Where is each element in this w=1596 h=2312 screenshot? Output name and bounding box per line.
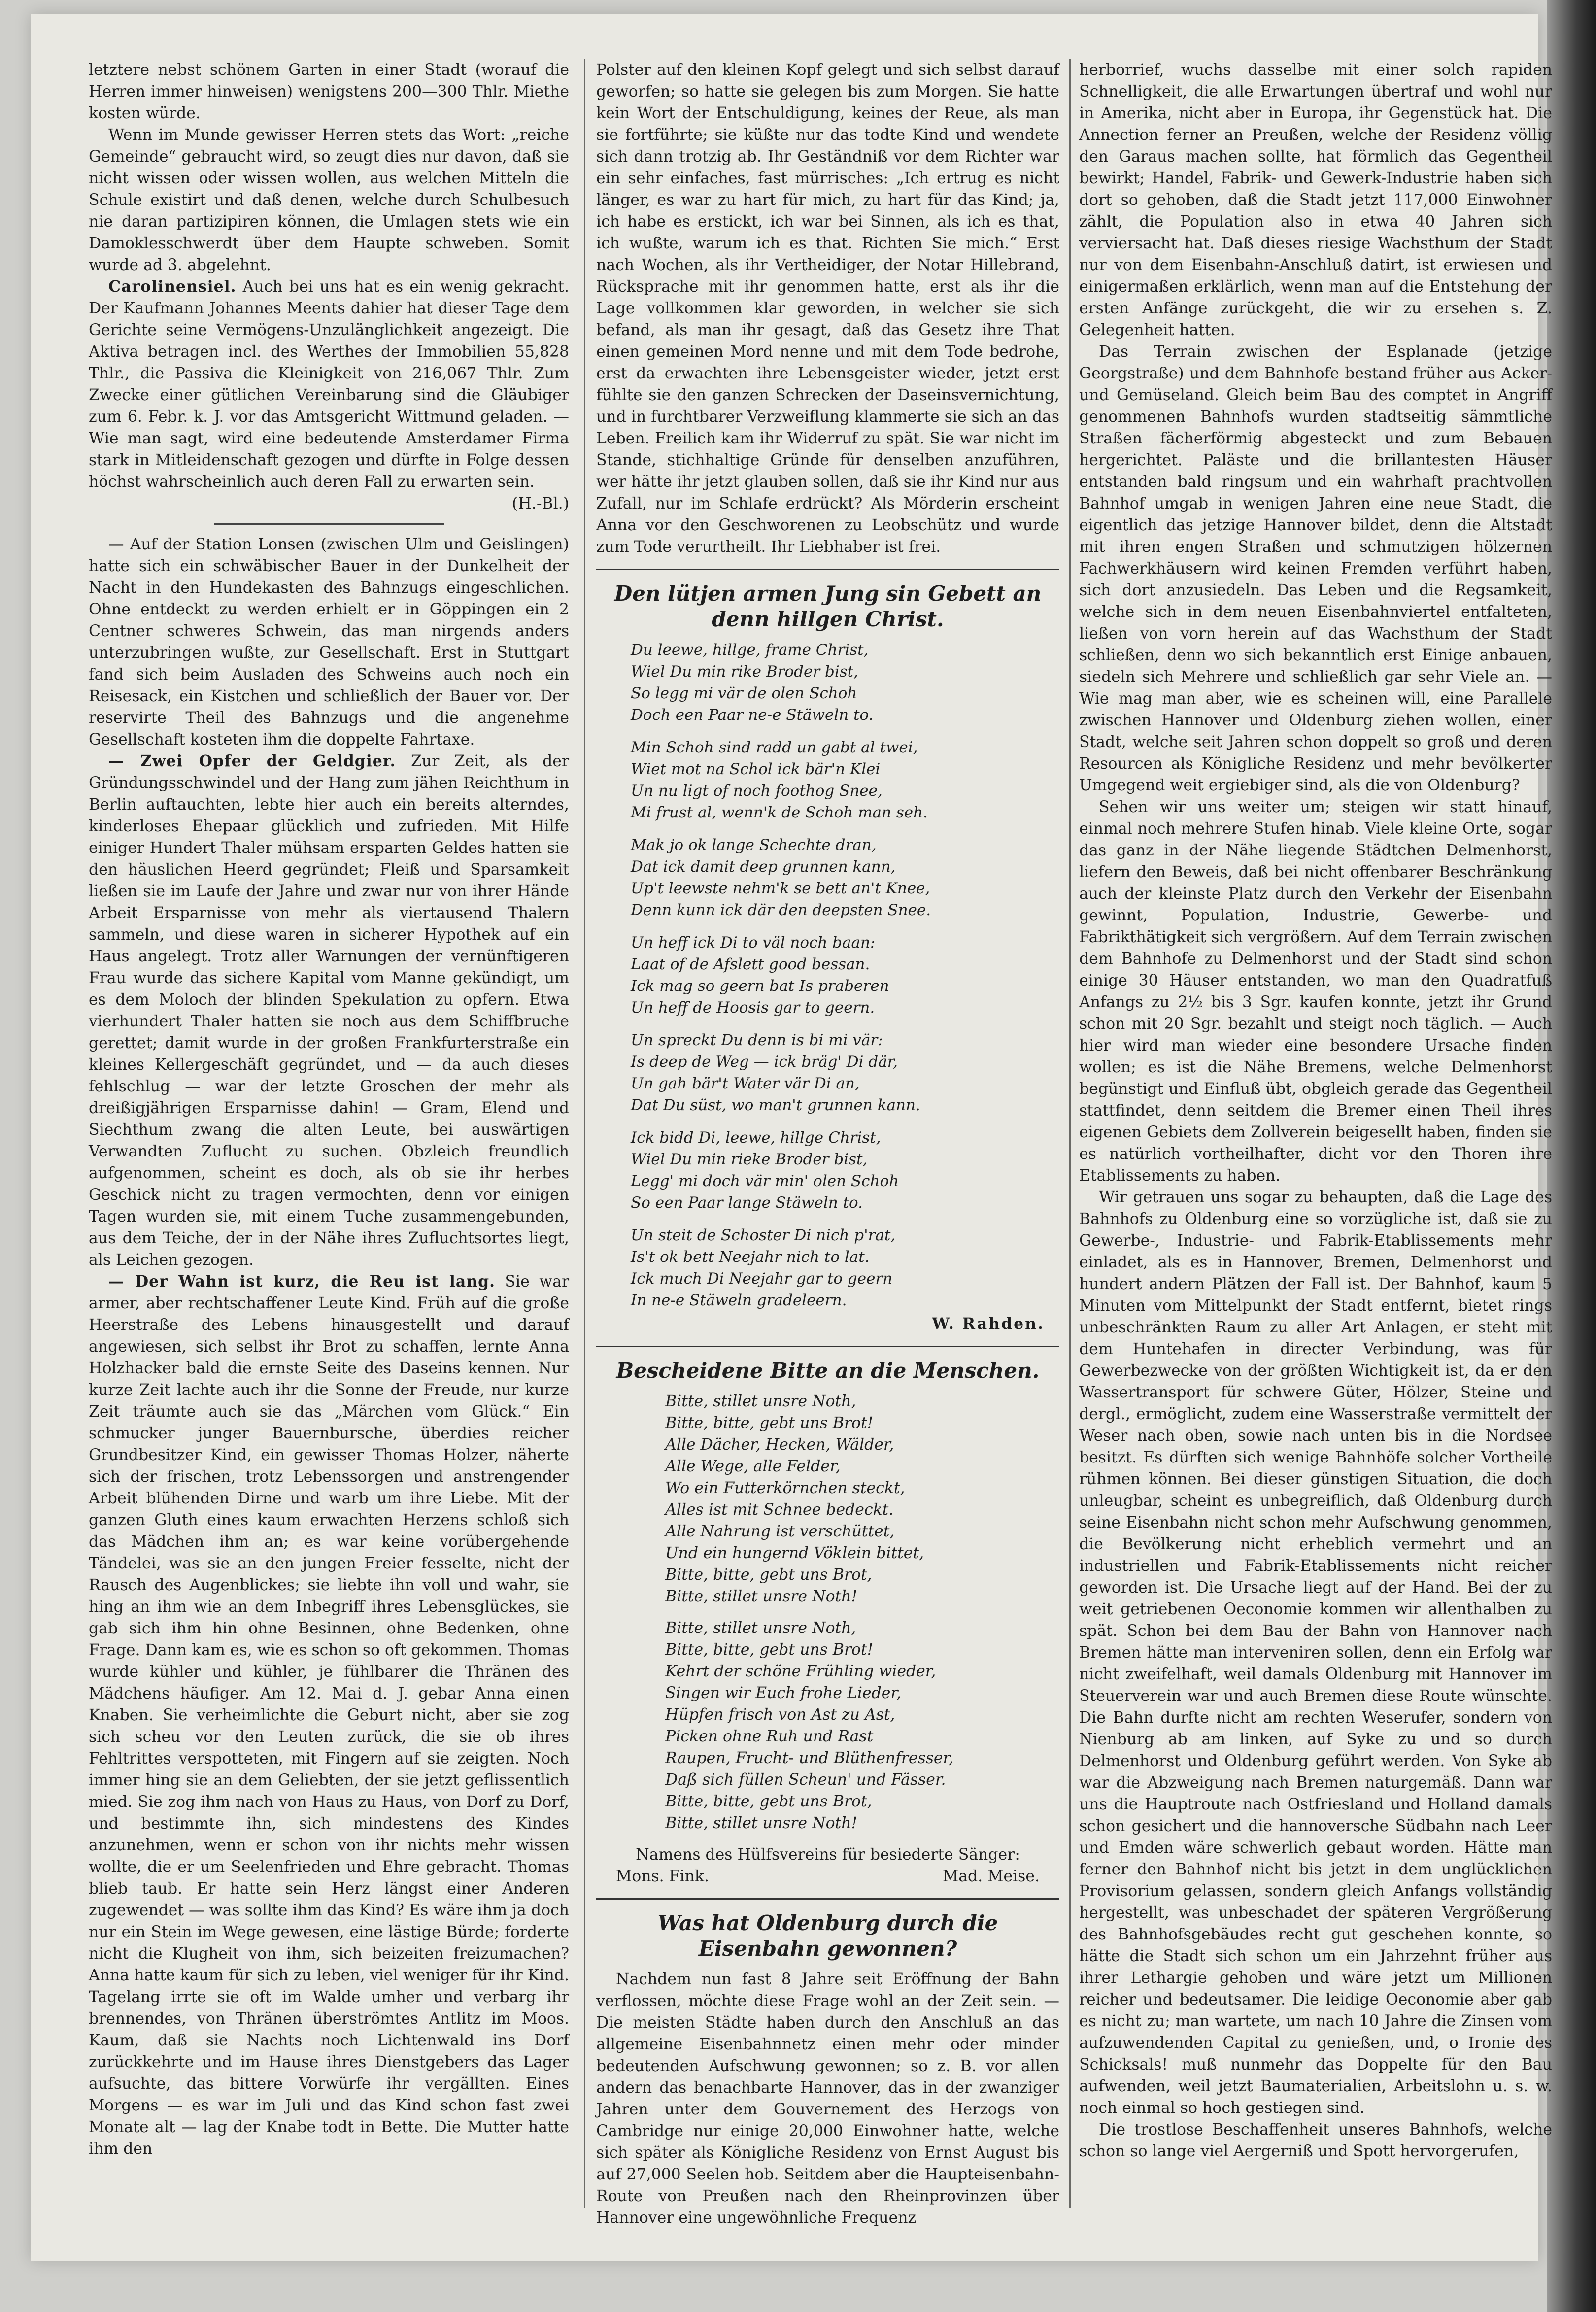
- poem-title: Bescheidene Bitte an die Menschen.: [616, 1359, 1040, 1383]
- article-text: Auch bei uns hat es ein wenig gekracht. Der Kaufmann Johannes Meents dahier hat dieser Tage dem Gerichte seine Vermögens-Unzulänglichkeit angezeigt. Die Aktiva betragen incl. des Werthes der Immobilien 55,828 Thlr., die Passiva die Kleinigkeit von 216,067 Thlr. Zum Zwecke einer gütlichen Vereinbarung sind die Gläubiger zum 6. Febr. k. J. vor das Amtsgericht Wittmund geladen. — Wie man sagt, wird eine bedeutende Amsterdamer Firma stark in Mitleidenschaft gezogen und dürfte in Folge dessen höchst wahrscheinlich auch deren Fall zu erwarten sein.: [89, 278, 569, 491]
- paragraph: Wir getrauen uns sogar zu behaupten, daß die Lage des Bahnhofs zu Oldenburg eine so vorzügliche ist, daß sie zu Gewerbe-, Industrie- und Fabrik-Etablissements mehr einladet, als es in Hannover, Bremen, Delmenhorst und hundert andern Plätzen der Fall ist. Der Bahnhof, kaum 5 Minuten vom Mittelpunkt der Stadt entfernt, bietet rings unbeschränkten Raum zu aller Art Anlagen, er steht mit dem Huntehafen in directer Verbindung, was für Gewerbezwecke von der größten Wichtigkeit ist, da er den Wassertransport für schwere Güter, Hölzer, Steine und dergl., ermöglicht, zudem eine Wasserstraße vermittelt der Weser nach oben, sowie nach unten bis in die Nordsee besitzt. Es dürften sich wenige Bahnhöfe solcher Vortheile rühmen können. Bei dieser günstigen Situation, die doch unleugbar, scheint es unbegreiflich, daß Oldenburg durch seine Eisenbahn nicht schon mehr Aufschwung genommen, die Bevölkerung nicht erheblich vermehrt und an industriellen und Fabrik-Etablissements nicht reicher geworden ist. Die Ursache liegt auf der Hand. Bei der zu weit getriebenen Oeconomie kommen wir allenthalben zu spät. Schon bei dem Bau der Bahn von Hannover nach Bremen hätte man interveniren sollen, denn ein Erfolg war nicht zweifelhaft, weil damals Oldenburg mit Hannover im Steuerverein war und auch Bremen diese Route wünschte. Die Bahn durfte nicht am rechten Weserufer, sondern von Nienburg ab am linken, auf Syke zu und so durch Delmenhorst und Oldenburg geführt werden. Von Syke ab war die Abzweigung nach Bremen naturgemäß. Dann war uns die Hauptroute nach Ostfriesland und Holland damals schon gesichert und die hannoversche Südbahn nach Leer und Emden wäre schwerlich gebaut worden. Hätte man ferner den Bahnhof nicht bis jetzt in dem unglücklichen Provisorium gelassen, sondern gleich Anfangs vollständig hergestellt, was unbeschadet der späteren Vergrößerung des Bahnhofsgebäudes recht gut geschehen konnte, so hätte die Stadt sich schon um ein Jahrzehnt früher aus ihrer Lethargie gehoben und wäre jetzt um Millionen reicher und bedeutsamer. Die leidige Oeconomie aber gab es nicht zu; man wartete, um nach 10 Jahre die Zinsen vom aufzuwendenden Capital zu genießen, und, o Ironie des Schicksals! muß nunmehr das Doppelte für den Bau aufwenden, weil jetzt Baumaterialien, Arbeitslohn u. s. w. noch einmal so hoch gestiegen sind.: [1079, 1189, 1552, 2117]
- paragraph: — Auf der Station Lonsen (zwischen Ulm und Geislingen) hatte sich ein schwäbischer Bauer in der Dunkelheit der Nacht in den Hundekasten des Bahnzugs eingeschlichen. Ohne entdeckt zu werden erhielt er in Göppingen ein 2 Centner schweres Schwein, das man nirgends anders unterzubringen wußte, zur Gesellschaft. Erst in Stuttgart fand sich beim Ausladen des Schweins auch noch ein Reisesack, ein Kistchen und schließlich der Bauer vor. Der reservirte Theil des Bahnzugs und die angenehme Gesellschaft kosteten ihm die doppelte Fahrtaxe.: [89, 536, 569, 748]
- poem-signatures: [596, 1866, 1059, 1887]
- column-1: [89, 59, 569, 2188]
- column-2: [596, 59, 1059, 2227]
- paragraph: [89, 276, 569, 493]
- poem: [665, 1391, 1059, 1834]
- paragraph: Polster auf den kleinen Kopf gelegt und sich selbst darauf geworfen; so hatte sie gelegen bis zum Morgen. Sie hatte kein Wort der Entschuldigung, keines der Reue, als man sie fortführte; sie küßte nur das todte Kind und wendete sich dann trotzig ab. Ihr Geständniß vor dem Richter war ein sehr einfaches, fast mürrisches: „Ich ertrug es nicht länger, es war zu hart für mich, zu hart für das Kind; ja, ich habe es erstickt, ich war bei Sinnen, als ich es that, ich wußte, warum ich es that. Richten Sie mich.“ Erst nach Wochen, als ihr Vertheidiger, der Notar Hillebrand, Rücksprache mit ihr genommen hatte, erst als ihr die Lage vollkommen klar geworden, in welcher sie sich befand, als man ihr gesagt, daß das Gesetz ihre That einen gemeinen Mord nenne und mit dem Tode bedrohe, erst da erwachten ihre Lebensgeister wieder, jetzt erst fühlte sie den ganzen Schrecken der Daseinsvernichtung, und in furchtbarer Verzweiflung klammerte sie sich an das Leben. Freilich kam ihr Widerruf zu spät. Sie war nicht im Stande, stichhaltige Gründe für denselben anzuführen, wer hätte ihr jetzt glauben sollen, daß sie ihr Kind nur aus Zufall, nur im Schlafe erdrückt? Als Mörderin erscheint Anna vor den Geschworenen zu Leobschütz und wurde zum Tode verurtheilt. Ihr Liebhaber ist frei.: [596, 61, 1059, 556]
- column-rule: [584, 59, 585, 2208]
- article-lead: Carolinensiel.: [108, 277, 237, 296]
- divider: [596, 569, 1059, 570]
- poem-stanza: Du leewe, hillge, frame Christ, Wiel Du min rike Broder bist, So legg mi vär de olen Schoh Doch een Paar ne-e Stäweln to.: [631, 641, 874, 724]
- paragraph: Sehen wir uns weiter um; steigen wir statt hinauf, einmal noch mehrere Stufen hinab. Viele kleine Orte, sogar das ganz in der Nähe liegende Städtchen Delmenhorst, liefern den Beweis, daß bei nicht offenbarer Beschränkung auch der kleinste Platz durch den Verkehr der Eisenbahn gewinnt, Population, Industrie, Gewerbe- und Fabrikthätigkeit sich vergrößern. Auf dem Terrain zwischen dem Bahnhofe zu Delmenhorst und der Stadt sind schon einige 30 Häuser entstanden, wo man den Quadratfuß Anfangs zu 2½ bis 3 Sgr. kaufen konnte, jetzt ihr Grund schon mit 20 Sgr. bezahlt und steigt noch täglich. — Auch hier wird man wieder eine besondere Ursache finden wollen; es ist die Nähe Bremens, welche Delmenhorst begünstigt und Einfluß übt, obgleich gerade das Gegentheil stattfindet, denn seitdem die Bremer einen Theil ihres eigenen Gebiets dem Zollverein beigesellt haben, finden sie es natürlich vortheilhafter, dicht vor den Thoren ihre Etablissements zu haben.: [1079, 798, 1552, 1185]
- paragraph: letztere nebst schönem Garten in einer Stadt (worauf die Herren immer hinweisen) wenigstens 200—300 Thlr. Miethe kosten würde.: [89, 61, 569, 122]
- poem-stanza: Bitte, stillet unsre Noth, Bitte, bitte, gebt uns Brot! Alle Dächer, Hecken, Wälder, Alle Wege, alle Felder, Wo ein Futterkörnchen steckt, Alles ist mit Schnee bedeckt. Alle Nahrung ist verschüttet, Und ein hungernd Vöklein bittet, Bitte, bitte, gebt uns Brot, Bitte, stillet unsre Noth!: [665, 1393, 924, 1605]
- signature: Mad. Meise.: [942, 1868, 1040, 1885]
- paragraph: herborrief, wuchs dasselbe mit einer solch rapiden Schnelligkeit, die alle Erwartungen übertraf und wohl nur in Amerika, nicht aber in Europa, ihr Gegenstück hat. Die Annection ferner an Preußen, welche der Residenz völlig den Garaus machen sollte, hat förmlich das Gegentheil bewirkt; Handel, Fabrik- und Gewerk-Industrie haben sich dort so gehoben, daß die Stadt jetzt 117,000 Einwohner zählt, die Population also in etwa 40 Jahren sich verviersacht hat. Daß dieses riesige Wachsthum der Stadt nur von dem Eisenbahn-Anschluß datirt, ist erwiesen und einigermaßen erklärlich, wenn man auf die Entstehung der ersten Anfänge zurückgeht, die wir zu ersehen s. Z. Gelegenheit hatten.: [1079, 61, 1552, 339]
- paragraph: Nachdem nun fast 8 Jahre seit Eröffnung der Bahn verflossen, möchte diese Frage wohl an der Zeit sein. — Die meisten Städte haben durch den Anschluß an das allgemeine Eisenbahnnetz einen mehr oder minder bedeutenden Aufschwung gewonnen; so z. B. vor allen andern das benachbarte Hannover, das in der zwanziger Jahren unter dem Gouvernement des Herzogs von Cambridge nur einige 20,000 Einwohner hatte, welche sich später als Königliche Residenz von Ernst August bis auf 27,000 Seelen hob. Seitdem aber die Haupteisenbahn-Route von Preußen nach den Rheinprovinzen über Hannover eine ungewöhnliche Frequenz: [596, 1971, 1059, 2227]
- paragraph: Wenn im Munde gewisser Herren stets das Wort: „reiche Gemeinde“ gebraucht wird, so zeugt dies nur davon, daß sie nicht wissen oder wissen wollen, aus welchen Mitteln die Schule existirt und daß denen, welche durch Schulbesuch nie daran partizipiren können, die Umlagen stets wie ein Damoklesschwerdt über dem Haupte schweben. Somit wurde ad 3. abgelehnt.: [89, 126, 569, 274]
- source-signature: (H.-Bl.): [512, 495, 569, 512]
- paragraph: Die trostlose Beschaffenheit unseres Bahnhofs, welche schon so lange viel Aergerniß und Spott hervorgerufen,: [1079, 2121, 1552, 2160]
- poem-stanza: Bitte, stillet unsre Noth, Bitte, bitte, gebt uns Brot! Kehrt der schöne Frühling wieder, Singen wir Euch frohe Lieder, Hüpfen frisch von Ast zu Ast, Picken ohne Ruh und Rast Raupen, Frucht- und Blüthenfresser, Daß sich füllen Scheun' und Fässer. Bitte, bitte, gebt uns Brot, Bitte, stillet unsre Noth!: [665, 1619, 954, 1832]
- poem-author: W. Rahden.: [932, 1315, 1045, 1333]
- column-rule: [1069, 59, 1071, 2208]
- poem-stanza: Un heff ick Di to väl noch baan: Laat of de Afslett good bessan. Ick mag so geern bat Is praberen Un heff de Hoosis gar to geern.: [631, 934, 889, 1017]
- paragraph: [89, 750, 569, 1271]
- column-3: [1079, 59, 1552, 2188]
- scan-edge: [1547, 0, 1596, 2312]
- paragraph: Das Terrain zwischen der Esplanade (jetzige Georgstraße) und dem Bahnhofe bestand früher aus Acker- und Gemüseland. Gleich beim Bau des comptet in Angriff genommenen Bahnhofs wurden stadtseitig sämmtliche Straßen fächerförmig abgesteckt und zum Bebauen hergerichtet. Paläste und die brillantesten Häuser entstanden bald ringsum und ein wahrhaft prachtvollen Bahnhof umgab in wenigen Jahren eine neue Stadt, die eigentlich das jetzige Hannover bildet, denn die Altstadt mit ihren engen Straßen und schmutzigen hölzernen Fachwerkhäusern wird keinen Fremden verführt haben, sich dort anzusiedeln. Das Leben und die Regsamkeit, welche sich in dem neuen Eisenbahnviertel entfalteten, ließen von vorn herein auf das Wachsthum der Stadt schließen, denn wo sich bekanntlich erst Einige anbauen, siedeln sich Mehrere und schließlich gar sehr Viele an. — Wie mag man aber, wie es scheinen will, eine Parallele zwischen Hannover und Oldenburg ziehen wollen, einer Stadt, welche seit Jahren schon doppelt so groß und deren Resourcen als Königliche Residenz und mehr bevölkerter Umgegend weit ergiebiger sind, als die von Oldenburg?: [1079, 343, 1552, 794]
- divider: [214, 523, 444, 525]
- article-title: Was hat Oldenburg durch die Eisenbahn gewonnen?: [657, 1911, 998, 1961]
- poem: [631, 639, 1059, 1311]
- article-text: Sie war armer, aber rechtschaffener Leute Kind. Früh auf die große Heerstraße des Lebens hinausgestellt und darauf angewiesen, sich selbst ihr Brot zu schaffen, lernte Anna Holzhacker bald die ernste Seite des Daseins kennen. Nur kurze Zeit lachte auch ihr die Sonne der Freude, nur kurze Zeit träumte auch sie das „Märchen vom Glück.“ Ein schmucker junger Bauernbursche, überdies reicher Grundbesitzer Kind, ein gewisser Thomas Holzer, näherte sich der frischen, trotz Lebenssorgen und anstrengender Arbeit blühenden Dirne und warb um ihre Liebe. Mit der ganzen Gluth eines kaum erwachten Herzens schloß sich das Mädchen ihm an; es war keine vorübergehende Tändelei, was sie an den jungen Freier fesselte, nicht der Rausch des Augenblickes; sie liebte ihn voll und wahr, sie hing an ihm wie an dem Inbegriff ihres Lebensglückes, sie gab sich ihm hin ohne Besinnen, ohne Bedenken, ohne Frage. Dann kam es, wie es schon so oft gekommen. Thomas wurde kühler und kühler, je fühlbarer die Thränen des Mädchens häufiger. Am 12. Mai d. J. gebar Anna einen Knaben. Sie verheimlichte die Geburt nicht, aber sie zog sich scheu vor den Leuten zurück, die sie ob ihres Fehltrittes verspotteten, mit Fingern auf sie zeigten. Noch immer hing sie an dem Geliebten, der sie jetzt geflissentlich mied. Sie zog ihm nach von Haus zu Haus, von Dorf zu Dorf, und bestimmte ihn, sich mindestens des Kindes anzunehmen, wenn er schon von ihr nichts mehr wissen wollte, die er um Seelenfrieden und Ehre gebracht. Thomas blieb taub. Er hatte sein Herz längst einer Anderen zugewendet — was sollte ihm das Kind? Es wäre ihm ja doch nur ein Stein im Wege gewesen, eine lästige Bürde; forderte nicht die Klugheit von ihm, sich beizeiten freizumachen? Anna hatte kaum für sich zu leben, viel weniger für ihr Kind. Tagelang irrte sie oft im Walde umher und verbarg ihr brennendes, von Thränen überströmtes Antlitz im Moos. Kaum, daß sie Nachts noch Lichtenwald ins Dorf zurückkehrte und im Hause ihres Dienstgebers das Lager aufsuchte, das bittere Vorwürfe ihr vergällten. Eines Morgens — es war im Juli und das Kind schon fast zwei Monate alt — lag der Knabe todt in Bette. Die Mutter hatte ihm den: [89, 1273, 569, 2158]
- article-text: Zur Zeit, als der Gründungsschwindel und der Hang zum jähen Reichthum in Berlin auftauchten, lebte hier auch ein bereits alterndes, kinderloses Ehepaar glücklich und zufrieden. Mit Hilfe einiger Hundert Thaler mühsam ersparten Geldes hatten sie den häuslichen Heerd gegründet; Fleiß und Sparsamkeit ließen sie im Laufe der Jahre und zwar nur von ihrer Hände Arbeit Ersparnisse von mehr als viertausend Thalern sammeln, und diese waren in sicherer Hypothek auf ein Haus angelegt. Trotz aller Warnungen der vernünftigeren Frau wurde das sichere Kapital vom Manne gekündigt, um es dem Moloch der blinden Spekulation zu opfern. Etwa vierhundert Thaler hatten sie noch aus dem Schiffbruche gerettet; damit wurde in der großen Frankfurterstraße ein kleines Kellergeschäft gegründet, und — da auch dieses fehlschlug — war der letzte Groschen der mehr als dreißigjährigen Ersparnisse dahin! — Gram, Elend und Siechthum zwang die alten Leute, bei auswärtigen Verwandten Zuflucht zu suchen. Obzleich freundlich aufgenommen, scheint es doch, als ob sie ihr herbes Geschick nicht zu tragen vermochten, denn vor einigen Tagen wurden sie, mit einem Tuche zusammengebunden, aus dem Teiche, der in der Nähe ihres Zufluchtsortes liegt, als Leichen gezogen.: [89, 752, 569, 1269]
- divider: [596, 1346, 1059, 1347]
- signature: Mons. Fink.: [616, 1868, 710, 1885]
- paragraph: [89, 1271, 569, 2160]
- poem-title: Den lütjen armen Jung sin Gebett an denn hillgen Christ.: [614, 581, 1042, 631]
- poem-stanza: Un spreckt Du denn is bi mi vär: Is deep de Weg — ick bräg' Di där, Un gah bär't Water vär Di an, Dat Du süst, wo man't grunnen kann.: [631, 1031, 920, 1114]
- poem-stanza: Min Schoh sind radd un gabt al twei, Wiet mot na Schol ick bär'n Klei Un nu ligt of noch foothog Snee, Mi frust al, wenn'k de Schoh man seh.: [631, 739, 928, 821]
- poem-stanza: Ick bidd Di, leewe, hillge Christ, Wiel Du min rieke Broder bist, Legg' mi doch vär min' olen Schoh So een Paar lange Stäweln to.: [631, 1129, 899, 1212]
- article-lead: — Der Wahn ist kurz, die Reu ist lang.: [108, 1272, 496, 1291]
- poem-stanza: Un steit de Schoster Di nich p'rat, Is't ok bett Neejahr nich to lat. Ick much Di Neejahr gar to geern In ne-e Stäweln gradeleern.: [631, 1226, 896, 1309]
- divider: [596, 1898, 1059, 1900]
- poem-credit: Namens des Hülfsvereins für besiederte Sänger:: [636, 1846, 1020, 1864]
- poem-stanza: Mak jo ok lange Schechte dran, Dat ick damit deep grunnen kann, Up't leewste nehm'k se bett an't Knee, Denn kunn ick där den deepsten Snee.: [631, 836, 931, 919]
- article-lead: — Zwei Opfer der Geldgier.: [108, 752, 396, 770]
